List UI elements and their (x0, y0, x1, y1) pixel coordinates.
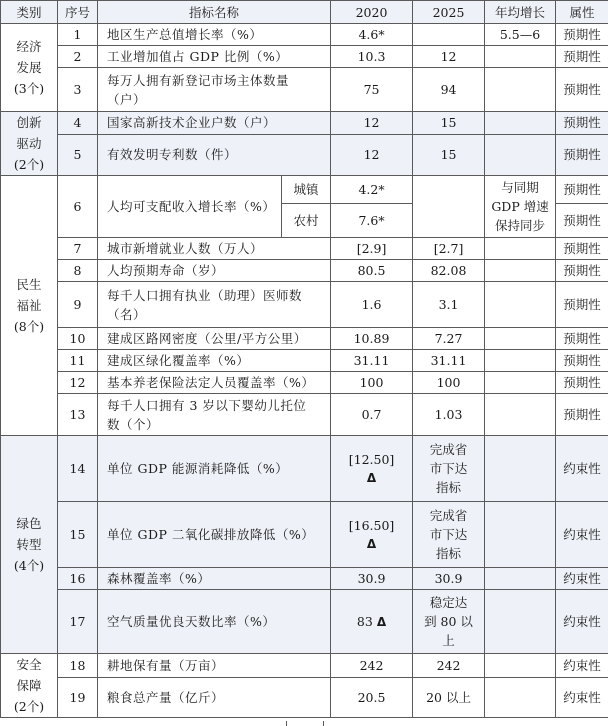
annual-growth (485, 68, 556, 112)
annual-growth (485, 282, 556, 328)
value-2020: 7.6* (331, 204, 413, 238)
table-row (1, 46, 608, 68)
table-row (1, 568, 608, 590)
indicator-name: 每千人口拥有 3 岁以下婴幼儿托位 数（个） (98, 394, 331, 436)
annual-growth: 与同期 GDP 增速 保持同步 (485, 176, 556, 238)
delta-marker: Δ (366, 536, 377, 551)
value-2020: 1.6 (331, 282, 413, 328)
delta-marker: Δ (376, 614, 387, 629)
category-green: 绿色 转型 (4个) (1, 436, 58, 654)
annual-growth: 5.5—6 (485, 24, 556, 46)
annual-growth (485, 112, 556, 135)
annual-growth (485, 238, 556, 260)
annual-growth (485, 350, 556, 372)
attribute: 预期性 (556, 46, 608, 68)
row-index: 4 (58, 112, 98, 135)
row-index: 9 (58, 282, 98, 328)
attribute: 预期性 (556, 350, 608, 372)
table-row (1, 350, 608, 372)
indicator-name: 人均预期寿命（岁） (98, 260, 331, 282)
indicator-name: 建成区绿化覆盖率（%） (98, 350, 331, 372)
sub-label-urban: 城镇 (282, 176, 331, 204)
indicator-name: 国家高新技术企业户数（户） (98, 112, 331, 135)
row-index: 19 (58, 678, 98, 718)
indicator-name: 地区生产总值增长率（%） (98, 24, 331, 46)
indicator-name: 单位 GDP 能源消耗降低（%） (98, 436, 331, 502)
table-row (1, 502, 608, 568)
header-index: 序号 (58, 1, 98, 24)
table-row (1, 372, 608, 394)
header-2020: 2020 (331, 1, 413, 24)
row-index: 11 (58, 350, 98, 372)
indicator-name: 基本养老保险法定人员覆盖率（%） (98, 372, 331, 394)
annual-growth (485, 372, 556, 394)
value-2025: 15 (413, 134, 485, 175)
category-economy: 经济 发展 (3个) (1, 24, 58, 112)
indicator-name: 工业增加值占 GDP 比例（%） (98, 46, 331, 68)
value-2020: 20.5 (331, 678, 413, 718)
table-row (1, 590, 608, 654)
category-security: 安全 保障 (2个) (1, 654, 58, 718)
indicator-name: 单位 GDP 二氧化碳排放降低（%） (98, 502, 331, 568)
category-innovation: 创新 驱动 (2个) (1, 112, 58, 176)
attribute: 预期性 (556, 24, 608, 46)
row-index: 5 (58, 134, 98, 175)
attribute: 约束性 (556, 502, 608, 568)
table-row (1, 112, 608, 135)
indicator-name: 建成区路网密度（公里/平方公里） (98, 328, 331, 350)
header-row (1, 1, 608, 24)
indicator-name: 粮食总产量（亿斤） (98, 678, 331, 718)
indicator-name: 城市新增就业人数（万人） (98, 238, 331, 260)
indicator-name: 耕地保有量（万亩） (98, 654, 331, 678)
attribute: 预期性 (556, 68, 608, 112)
table-continuation-edge (286, 721, 324, 726)
attribute: 预期性 (556, 134, 608, 175)
header-2025: 2025 (413, 1, 485, 24)
value-2025: 100 (413, 372, 485, 394)
attribute: 预期性 (556, 260, 608, 282)
row-index: 12 (58, 372, 98, 394)
attribute: 预期性 (556, 238, 608, 260)
value-2020: 80.5 (331, 260, 413, 282)
table-row (1, 238, 608, 260)
table-row (1, 282, 608, 328)
value-2025: 7.27 (413, 328, 485, 350)
table-row (1, 394, 608, 436)
indicator-name: 有效发明专利数（件） (98, 134, 331, 175)
value-2020: 4.2* (331, 176, 413, 204)
table-row (1, 134, 608, 175)
attribute: 约束性 (556, 436, 608, 502)
value-2020: 75 (331, 68, 413, 112)
sub-label-rural: 农村 (282, 204, 331, 238)
indicator-name: 每万人拥有新登记市场主体数量 （户） (98, 68, 331, 112)
attribute: 预期性 (556, 328, 608, 350)
row-index: 6 (58, 176, 98, 238)
row-index: 14 (58, 436, 98, 502)
value-2020: 83 Δ (331, 590, 413, 654)
attribute: 约束性 (556, 678, 608, 718)
value-2025: [2.7] (413, 238, 485, 260)
indicator-name: 每千人口拥有执业（助理）医师数 （名） (98, 282, 331, 328)
value-2025: 12 (413, 46, 485, 68)
table-row (1, 68, 608, 112)
row-index: 13 (58, 394, 98, 436)
value-2020: [2.9] (331, 238, 413, 260)
table-row (1, 24, 608, 46)
annual-growth (485, 568, 556, 590)
header-growth: 年均增长 (485, 1, 556, 24)
row-index: 10 (58, 328, 98, 350)
value-2025: 15 (413, 112, 485, 135)
annual-growth (485, 502, 556, 568)
annual-growth (485, 590, 556, 654)
value-2025: 242 (413, 654, 485, 678)
row-index: 1 (58, 24, 98, 46)
value-2020: 4.6* (331, 24, 413, 46)
value-2025: 稳定达 到 80 以 上 (413, 590, 485, 654)
value-2025: 完成省 市下达 指标 (413, 502, 485, 568)
value-2020: 0.7 (331, 394, 413, 436)
row-index: 2 (58, 46, 98, 68)
table-row (1, 328, 608, 350)
attribute: 约束性 (556, 590, 608, 654)
delta-marker: Δ (366, 470, 377, 485)
annual-growth (485, 654, 556, 678)
row-index: 8 (58, 260, 98, 282)
value-2025: 完成省 市下达 指标 (413, 436, 485, 502)
indicator-name: 人均可支配收入增长率（%） (98, 176, 282, 238)
table-row (1, 176, 608, 204)
value-2025 (413, 176, 485, 238)
attribute: 预期性 (556, 204, 608, 238)
value-2020: [12.50] Δ (331, 436, 413, 502)
row-index: 17 (58, 590, 98, 654)
table-row (1, 436, 608, 502)
value-2020: 12 (331, 134, 413, 175)
indicator-name: 空气质量优良天数比率（%） (98, 590, 331, 654)
table-row (1, 678, 608, 718)
value-2025: 20 以上 (413, 678, 485, 718)
annual-growth (485, 394, 556, 436)
attribute: 约束性 (556, 568, 608, 590)
header-name: 指标名称 (98, 1, 331, 24)
annual-growth (485, 46, 556, 68)
value-2020: 12 (331, 112, 413, 135)
header-attr: 属性 (556, 1, 608, 24)
attribute: 约束性 (556, 654, 608, 678)
value-2020: 10.3 (331, 46, 413, 68)
table-row (1, 260, 608, 282)
value-2025: 1.03 (413, 394, 485, 436)
annual-growth (485, 260, 556, 282)
header-category: 类别 (1, 1, 58, 24)
category-livelihood: 民生 福祉 (8个) (1, 176, 58, 436)
row-index: 18 (58, 654, 98, 678)
value-2025: 3.1 (413, 282, 485, 328)
value-2025: 94 (413, 68, 485, 112)
indicator-name: 森林覆盖率（%） (98, 568, 331, 590)
value-2025: 31.11 (413, 350, 485, 372)
value-2020: 242 (331, 654, 413, 678)
annual-growth (485, 134, 556, 175)
value-2020: 30.9 (331, 568, 413, 590)
attribute: 预期性 (556, 394, 608, 436)
attribute: 预期性 (556, 282, 608, 328)
value-2020: 31.11 (331, 350, 413, 372)
value-2020: 10.89 (331, 328, 413, 350)
annual-growth (485, 678, 556, 718)
row-index: 3 (58, 68, 98, 112)
value-2020: 100 (331, 372, 413, 394)
row-index: 16 (58, 568, 98, 590)
attribute: 预期性 (556, 176, 608, 204)
value-2025 (413, 24, 485, 46)
value-2020: [16.50] Δ (331, 502, 413, 568)
annual-growth (485, 436, 556, 502)
value-2025: 82.08 (413, 260, 485, 282)
value-2025: 30.9 (413, 568, 485, 590)
table-row (1, 654, 608, 678)
attribute: 预期性 (556, 372, 608, 394)
row-index: 7 (58, 238, 98, 260)
annual-growth (485, 328, 556, 350)
attribute: 预期性 (556, 112, 608, 135)
row-index: 15 (58, 502, 98, 568)
